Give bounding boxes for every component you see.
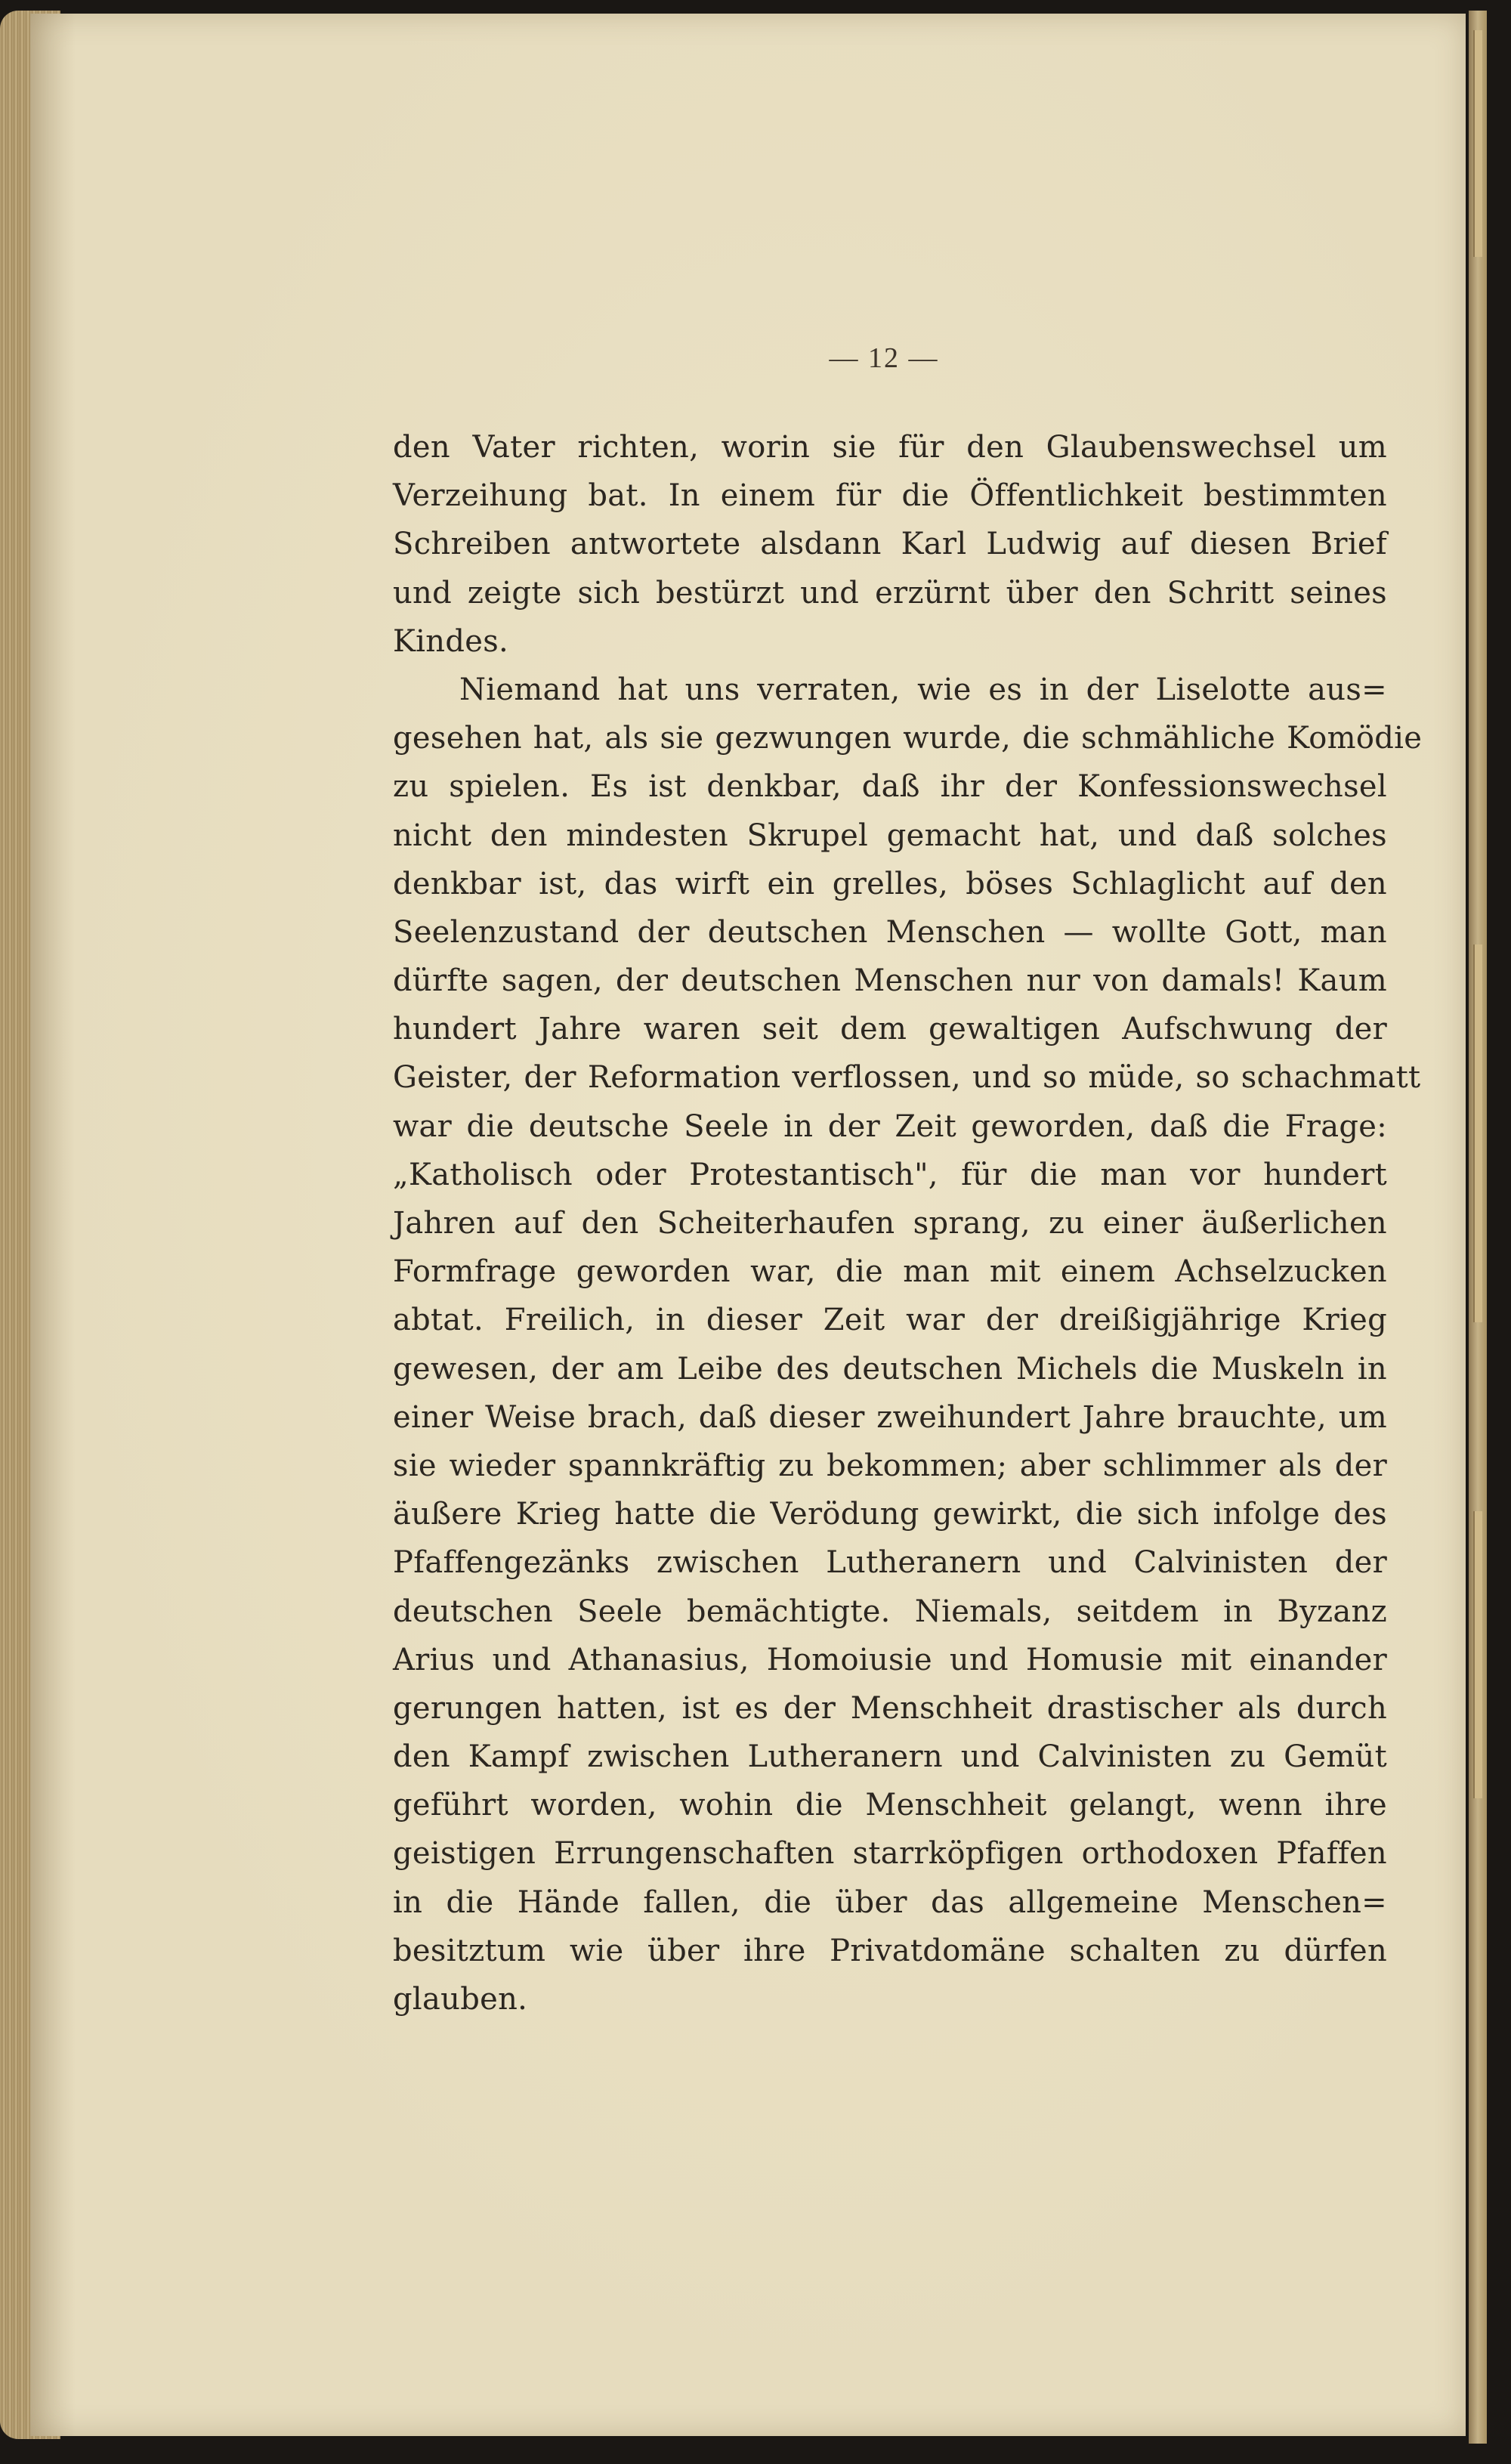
text-line: geführt worden, wohin die Menschheit gelangt, wenn ihre	[393, 1788, 1387, 1823]
text-line: Niemand hat uns verraten, wie es in der Liselotte aus=	[459, 672, 1387, 707]
text-line: war die deutsche Seele in der Zeit geworden, daß die Frage:	[393, 1108, 1387, 1144]
text-line: Pfaffengezänks zwischen Lutheranern und Calvinisten der	[393, 1545, 1387, 1581]
text-line: Geister, der Reformation verflossen, und so müde, so schachmatt	[393, 1060, 1421, 1096]
text-line: hundert Jahre waren seit dem gewaltigen Aufschwung der	[393, 1012, 1387, 1047]
text-line: Kindes.	[393, 623, 509, 659]
text-line: dürfte sagen, der deutschen Menschen nur von damals! Kaum	[393, 963, 1387, 999]
text-line: äußere Krieg hatte die Verödung gewirkt, die sich infolge des	[393, 1497, 1387, 1532]
page-edge-tab	[1473, 944, 1482, 1322]
text-line: Seelenzustand der deutschen Menschen — wollte Gott, man	[393, 914, 1387, 950]
text-line: „Katholisch oder Protestantisch", für die man vor hundert	[393, 1157, 1387, 1192]
text-line: besitztum wie über ihre Privatdomäne schalten zu dürfen	[393, 1933, 1387, 1968]
text-line: abtat. Freilich, in dieser Zeit war der dreißigjährige Krieg	[393, 1303, 1387, 1338]
page-edge-tab	[1473, 30, 1482, 257]
text-line: in die Hände fallen, die über das allgemeine Menschen=	[393, 1884, 1387, 1920]
text-line: Arius und Athanasius, Homoiusie und Homusie mit einander	[393, 1642, 1387, 1677]
text-line: nicht den mindesten Skrupel gemacht hat, und daß solches	[393, 818, 1387, 853]
text-line: den Kampf zwischen Lutheranern und Calvinisten zu Gemüt	[393, 1739, 1387, 1775]
page-number: — 12 —	[829, 342, 939, 374]
text-line: geistigen Errungenschaften starrköpfigen orthodoxen Pfaffen	[393, 1836, 1387, 1872]
body-text	[393, 423, 1423, 2023]
text-line: Verzeihung bat. In einem für die Öffentlichkeit bestimmten	[393, 478, 1387, 514]
text-line: sie wieder spannkräftig zu bekommen; aber schlimmer als der	[393, 1448, 1387, 1483]
text-line: Jahren auf den Scheiterhaufen sprang, zu einer äußerlichen	[393, 1206, 1387, 1241]
text-line: Schreiben antwortete alsdann Karl Ludwig auf diesen Brief	[393, 527, 1387, 562]
text-line: gewesen, der am Leibe des deutschen Michels die Muskeln in	[393, 1351, 1387, 1387]
text-line: denkbar ist, das wirft ein grelles, böses Schlaglicht auf den	[393, 866, 1387, 901]
text-line: deutschen Seele bemächtigte. Niemals, seitdem in Byzanz	[393, 1594, 1387, 1629]
text-line: und zeigte sich bestürzt und erzürnt über den Schritt seines	[393, 575, 1387, 611]
text-line: zu spielen. Es ist denkbar, daß ihr der Konfessionswechsel	[393, 769, 1387, 805]
text-line: gesehen hat, als sie gezwungen wurde, die schmähliche Komödie	[393, 721, 1423, 756]
text-line: den Vater richten, worin sie für den Glaubenswechsel um	[393, 430, 1387, 465]
text-line: glauben.	[393, 1982, 528, 2017]
page-edge-tab	[1473, 1511, 1482, 1798]
text-line: Formfrage geworden war, die man mit einem Achselzucken	[393, 1254, 1387, 1290]
text-line: gerungen hatten, ist es der Menschheit drastischer als durch	[393, 1690, 1387, 1726]
text-line: einer Weise brach, daß dieser zweihundert Jahre brauchte, um	[393, 1399, 1387, 1435]
